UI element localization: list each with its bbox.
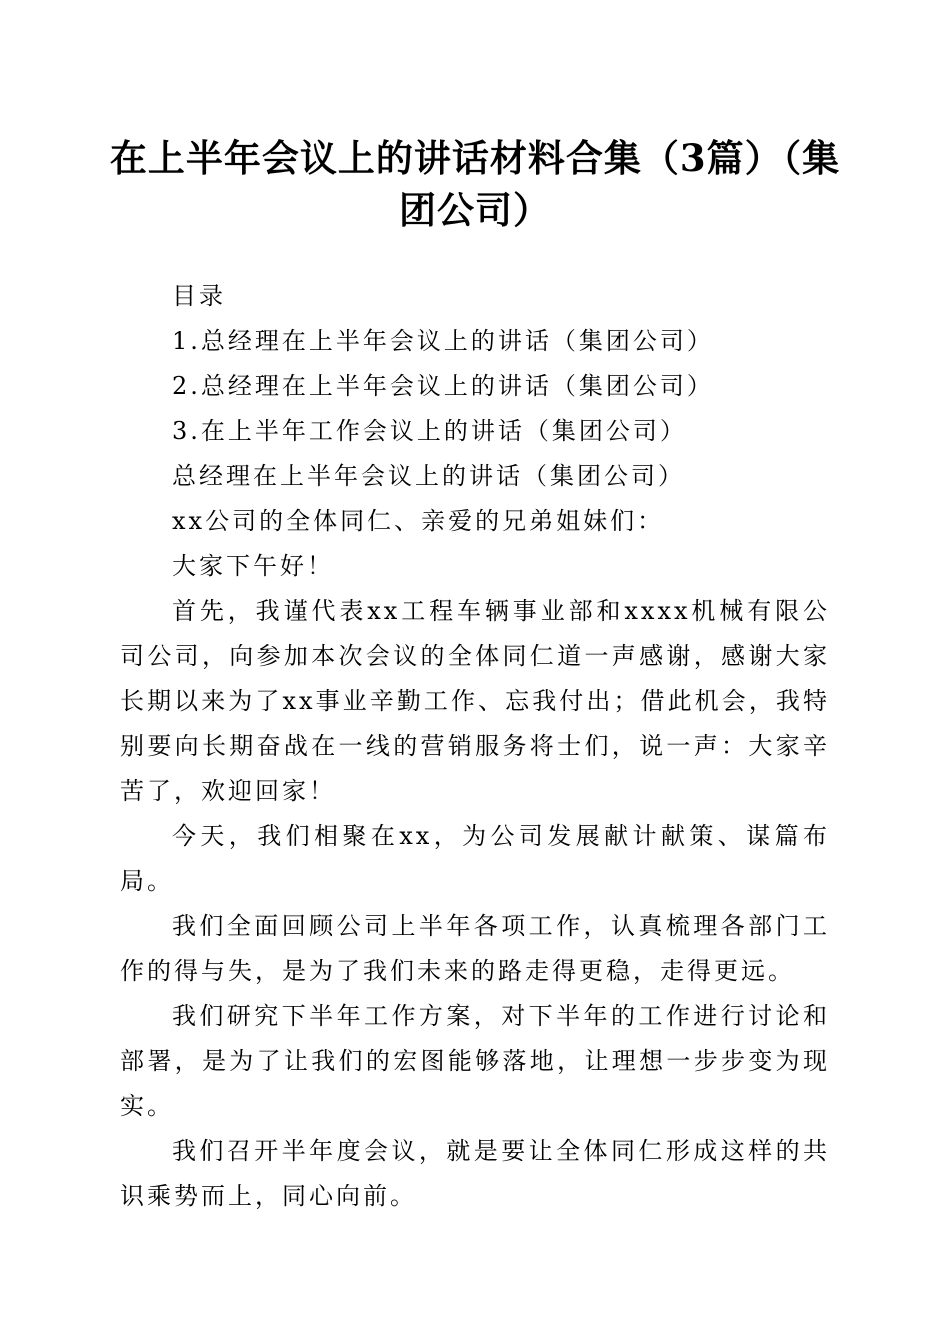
toc-item-1: 1.总经理在上半年会议上的讲话（集团公司） [172,327,714,355]
toc-item-3: 3.在上半年工作会议上的讲话（集团公司） [172,417,687,445]
body-paragraph-1: 首先，我谨代表xx工程车辆事业部和xxxx机械有限公司公司，向参加本次会议的全体同仁道一声感谢，感谢大家长期以来为了xx事业辛勤工作、忘我付出；借此机会，我特别要向长期奋战在一线的营销服务将士们，说一声：大家辛苦了，欢迎回家！ [120,597,830,805]
greeting: 大家下午好！ [172,552,334,580]
body-paragraph-2: 今天，我们相聚在xx，为公司发展献计献策、谋篇布局。 [120,822,830,895]
body-paragraph-3: 我们全面回顾公司上半年各项工作，认真梳理各部门工作的得与失，是为了我们未来的路走得更稳，走得更远。 [120,912,830,985]
body-paragraph-4: 我们研究下半年工作方案，对下半年的工作进行讨论和部署，是为了让我们的宏图能够落地，让理想一步步变为现实。 [120,1002,830,1120]
toc-item-2: 2.总经理在上半年会议上的讲话（集团公司） [172,372,714,400]
toc-heading: 目录 [172,282,226,310]
section-heading: 总经理在上半年会议上的讲话（集团公司） [172,462,685,490]
salutation: xx公司的全体同仁、亲爱的兄弟姐妹们： [172,507,665,535]
body-paragraph-5: 我们召开半年度会议，就是要让全体同仁形成这样的共识乘势而上，同心向前。 [120,1137,830,1210]
document-title: 在上半年会议上的讲话材料合集（3篇）（集团公司） [109,136,841,232]
document-body [120,274,830,1219]
